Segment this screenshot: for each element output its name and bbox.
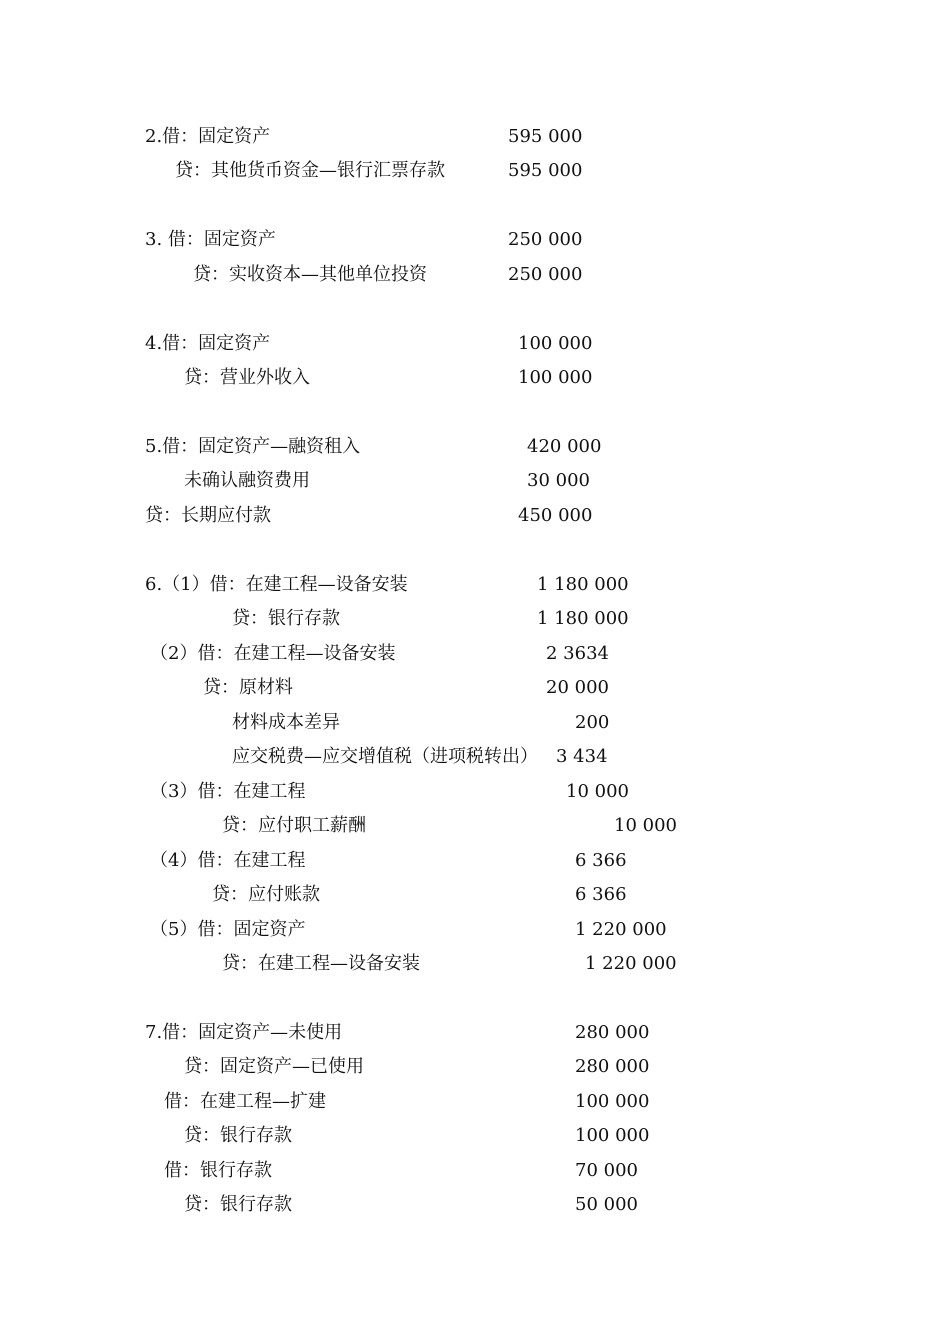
entry-3-debit-amount: 250 000 [508, 229, 583, 250]
entry-6-3-debit-label: （3）借：在建工程 [150, 781, 306, 802]
entry-6-1-credit-label: 贷：银行存款 [232, 608, 340, 629]
entry-6-2-credit-label: 贷：原材料 [203, 677, 293, 698]
entry-6-4-credit-label: 贷：应付账款 [212, 884, 320, 905]
entry-6-2-credit3-amount: 3 434 [556, 746, 608, 767]
entry-7-credit3-label: 贷：银行存款 [184, 1194, 292, 1215]
entry-3-debit-label: 3. 借：固定资产 [145, 229, 276, 250]
entry-6-5-credit-amount: 1 220 000 [585, 953, 677, 974]
entry-7-debit3-amount: 70 000 [575, 1160, 638, 1181]
entry-6-1-credit-amount: 1 180 000 [537, 608, 629, 629]
entry-2-credit-amount: 595 000 [508, 160, 583, 181]
entry-7-credit-amount: 280 000 [575, 1056, 650, 1077]
entry-6-2-credit2-amount: 200 [575, 712, 610, 733]
entry-6-3-credit-amount: 10 000 [614, 815, 677, 836]
entry-2-credit-label: 贷：其他货币资金—银行汇票存款 [175, 160, 445, 181]
entry-4-debit-label: 4.借：固定资产 [145, 333, 271, 354]
entry-6-3-credit-label: 贷：应付职工薪酬 [222, 815, 366, 836]
entry-6-1-debit-label: 6.（1）借：在建工程—设备安装 [145, 574, 408, 595]
entry-7-credit2-amount: 100 000 [575, 1125, 650, 1146]
entry-3-credit-label: 贷：实收资本—其他单位投资 [193, 264, 427, 285]
entry-4-credit-amount: 100 000 [518, 367, 593, 388]
entry-6-2-credit2-label: 材料成本差异 [232, 712, 340, 733]
entry-6-5-credit-label: 贷：在建工程—设备安装 [222, 953, 420, 974]
entry-3-credit-amount: 250 000 [508, 264, 583, 285]
entry-6-4-debit-label: （4）借：在建工程 [150, 850, 306, 871]
entry-2-debit-amount: 595 000 [508, 126, 583, 147]
entry-4-debit-amount: 100 000 [518, 333, 593, 354]
entry-7-debit2-label: 借：在建工程—扩建 [164, 1091, 326, 1112]
entry-6-2-credit3-label: 应交税费—应交增值税（进项税转出） [232, 746, 538, 767]
entry-7-credit2-label: 贷：银行存款 [184, 1125, 292, 1146]
entry-7-debit-amount: 280 000 [575, 1022, 650, 1043]
entry-5-credit-amount: 450 000 [518, 505, 593, 526]
entry-6-5-debit-label: （5）借：固定资产 [150, 919, 306, 940]
entry-5-debit2-amount: 30 000 [527, 470, 590, 491]
entry-6-2-credit-amount: 20 000 [546, 677, 609, 698]
entry-7-debit-label: 7.借：固定资产—未使用 [145, 1022, 343, 1043]
entry-6-3-debit-amount: 10 000 [566, 781, 629, 802]
entry-7-credit-label: 贷：固定资产—已使用 [184, 1056, 364, 1077]
entry-5-debit-label: 5.借：固定资产—融资租入 [145, 436, 361, 457]
entry-6-4-debit-amount: 6 366 [575, 850, 627, 871]
entry-6-4-credit-amount: 6 366 [575, 884, 627, 905]
entry-6-1-debit-amount: 1 180 000 [537, 574, 629, 595]
entry-5-debit-amount: 420 000 [527, 436, 602, 457]
entry-6-5-debit-amount: 1 220 000 [575, 919, 667, 940]
entry-6-2-debit-amount: 2 3634 [546, 643, 609, 664]
entry-7-credit3-amount: 50 000 [575, 1194, 638, 1215]
entry-7-debit3-label: 借：银行存款 [164, 1160, 272, 1181]
entry-5-debit2-label: 未确认融资费用 [184, 470, 310, 491]
entry-5-credit-label: 贷：长期应付款 [145, 505, 271, 526]
entry-4-credit-label: 贷：营业外收入 [184, 367, 310, 388]
entry-7-debit2-amount: 100 000 [575, 1091, 650, 1112]
entry-2-debit-label: 2.借：固定资产 [145, 126, 271, 147]
entry-6-2-debit-label: （2）借：在建工程—设备安装 [150, 643, 396, 664]
